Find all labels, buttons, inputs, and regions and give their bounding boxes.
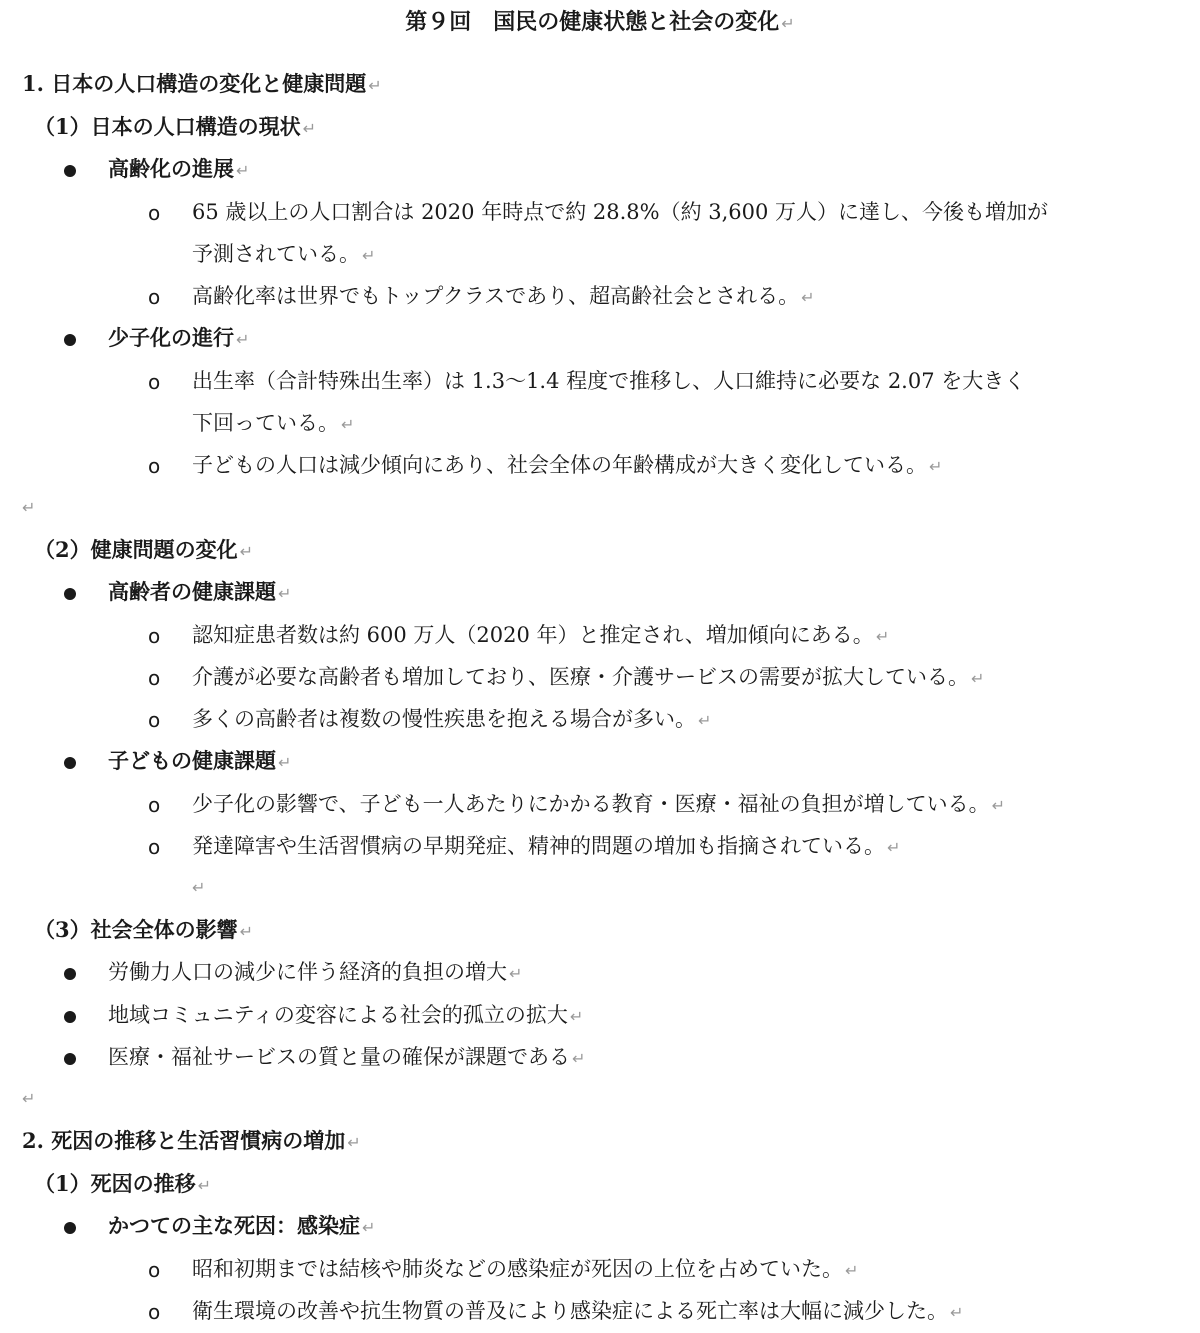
list-item-child-health: 子どもの健康課題 ↵ (108, 748, 292, 773)
circle-bullet-icon: o (148, 835, 161, 859)
section-1-2-heading: （2）健康問題の変化 ↵ (34, 537, 254, 562)
bullet-icon (64, 588, 76, 600)
list-item-low-birthrate: 少子化の進行 ↵ (108, 325, 250, 350)
list-item-elderly-health: 高齢者の健康課題 ↵ (108, 579, 292, 604)
list-item: 労働力人口の減少に伴う経済的負担の増大 ↵ (108, 960, 523, 984)
circle-bullet-icon: o (148, 708, 161, 732)
bullet-icon (64, 165, 76, 177)
sub-item-text: 認知症患者数は約 600 万人（2020 年）と推定され、増加傾向にある。 ↵ (192, 623, 890, 647)
section-1-1-heading: （1）日本の人口構造の現状 ↵ (34, 114, 317, 139)
list-item: 地域コミュニティの変容による社会的孤立の拡大 ↵ (108, 1003, 584, 1027)
section-2-1-heading: （1）死因の推移 ↵ (34, 1171, 212, 1196)
sub-item-text: 高齢化率は世界でもトップクラスであり、超高齢社会とされる。 ↵ (192, 284, 815, 308)
bullet-icon (64, 334, 76, 346)
empty-paragraph-mark: ↵ (192, 878, 206, 897)
section-1-3-heading: （3）社会全体の影響 ↵ (34, 917, 254, 942)
circle-bullet-icon: o (148, 1300, 161, 1324)
bullet-icon (64, 1053, 76, 1065)
empty-paragraph-mark: ↵ (22, 498, 36, 517)
sub-item-text: 多くの高齢者は複数の慢性疾患を抱える場合が多い。 ↵ (192, 707, 712, 731)
empty-paragraph-mark: ↵ (22, 1089, 36, 1108)
list-item-aging: 高齢化の進展 ↵ (108, 156, 250, 181)
circle-bullet-icon: o (148, 201, 161, 225)
sub-item-text-cont: 予測されている。 ↵ (192, 242, 376, 266)
circle-bullet-icon: o (148, 624, 161, 648)
sub-item-text: 少子化の影響で、子ども一人あたりにかかる教育・医療・福祉の負担が増している。 ↵ (192, 792, 1005, 816)
section-2-heading: 2. 死因の推移と生活習慣病の増加 ↵ (22, 1128, 361, 1153)
list-item: 医療・福祉サービスの質と量の確保が課題である ↵ (108, 1045, 586, 1069)
sub-item-text: 出生率（合計特殊出生率）は 1.3〜1.4 程度で推移し、人口維持に必要な 2.07 を大きく (192, 369, 1026, 393)
sub-item-text: 昭和初期までは結核や肺炎などの感染症が死因の上位を占めていた。 ↵ (192, 1257, 859, 1281)
circle-bullet-icon: o (148, 370, 161, 394)
bullet-icon (64, 757, 76, 769)
sub-item-text: 衛生環境の改善や抗生物質の普及により感染症による死亡率は大幅に減少した。 ↵ (192, 1299, 964, 1323)
sub-item-text-cont: 下回っている。 ↵ (192, 411, 355, 435)
circle-bullet-icon: o (148, 454, 161, 478)
circle-bullet-icon: o (148, 793, 161, 817)
circle-bullet-icon: o (148, 666, 161, 690)
bullet-icon (64, 1222, 76, 1234)
section-1-heading: 1. 日本の人口構造の変化と健康問題 ↵ (22, 71, 382, 96)
document-title: 第９回 国民の健康状態と社会の変化 ↵ (405, 9, 795, 35)
bullet-icon (64, 1011, 76, 1023)
sub-item-text: 65 歳以上の人口割合は 2020 年時点で約 28.8%（約 3,600 万人）に達し、今後も増加が (192, 200, 1049, 224)
list-item-infectious-disease: かつての主な死因：感染症 ↵ (108, 1213, 376, 1238)
circle-bullet-icon: o (148, 285, 161, 309)
sub-item-text: 介護が必要な高齢者も増加しており、医療・介護サービスの需要が拡大している。 ↵ (192, 665, 985, 689)
bullet-icon (64, 968, 76, 980)
sub-item-text: 発達障害や生活習慣病の早期発症、精神的問題の増加も指摘されている。 ↵ (192, 834, 901, 858)
sub-item-text: 子どもの人口は減少傾向にあり、社会全体の年齢構成が大きく変化している。 ↵ (192, 453, 943, 477)
circle-bullet-icon: o (148, 1258, 161, 1282)
